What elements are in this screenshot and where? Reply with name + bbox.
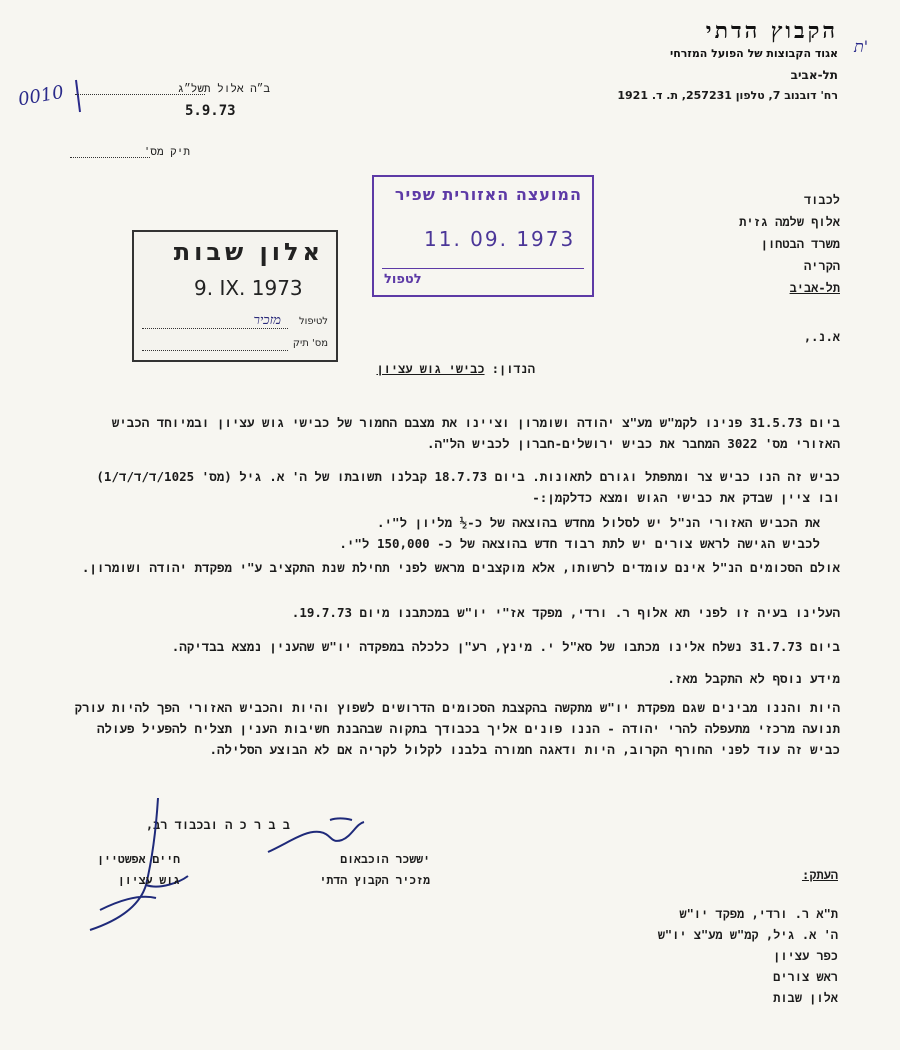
copy-recipient: כפר עציון: [773, 949, 838, 963]
addressee-line: הקריה: [803, 259, 840, 273]
body-paragraph: ביום 31.7.73 נשלח אלינו מכתבו של סא"ל י. מינץ, רע"ן כלכלה במפקדה יו"ש שהענין נמצא בבדיקה.: [171, 639, 840, 654]
stamp-regional-council-date: 11. 09. 1973: [424, 227, 576, 251]
stamp-regional-council: [372, 175, 594, 297]
subject-value: כבישי גוש עציון: [376, 362, 485, 376]
stamp-alon-shvut-title: אלון שבות: [173, 238, 324, 266]
stamp-handle-value: מזכיר: [253, 313, 281, 328]
stamp-file-label: מס' תיק: [292, 338, 328, 349]
letterhead-org-subtitle: אגוד הקבוצות של הפועל המזרחי: [670, 47, 838, 60]
closing-line: ב ב ר כ ה ובכבוד רב,: [145, 818, 290, 832]
date-label: ב״ה אלול תשל״ג: [177, 82, 270, 95]
signature-name: יששכר הוכבאום: [340, 852, 430, 866]
signature-block-1: [65, 852, 180, 888]
greeting: א.נ.,: [803, 330, 840, 344]
handwritten-corner-text: ת': [854, 37, 869, 56]
body-paragraph: ביום 31.5.73 פנינו לקמ"ש מע"צ יהודה ושומרון וציינו את מצבם החמור של כבישי גוש עציון ובמיוחד הכביש האזורי מס' 3022 המחבר את כביש ירושלים-חברון לכביש הל"ה.: [111, 415, 840, 451]
signature-name: חיים אפשטיין: [97, 852, 180, 866]
letterhead-org-name: הקבוץ הדתי: [705, 18, 838, 44]
copy-recipient: ראש צורים: [773, 970, 838, 984]
date-value: 5.9.73: [185, 103, 236, 119]
copy-recipient: ת"א ר. ורדי, מפקד יו"ש: [679, 907, 838, 921]
stamp-alon-shvut: [132, 230, 338, 362]
stamp-regional-council-action: לטפול: [384, 272, 422, 287]
handwritten-reference-mark: [10, 60, 110, 120]
body-paragraph: כביש זה הנו כביש צר ומתפתל וגורם לתאונות. ביום 18.7.73 קבלנו תשובתו של ה' א. גיל (מס' 1025/ד/ד/ד/1) ובו ציין שבדק את כבישי הגוש ומצא כדלקמן:-: [96, 469, 840, 505]
body-paragraph: העלינו בעיה זו לפני תא אלוף ר. ורדי, מפקד אז"י יו"ש במכתבנו מיום 19.7.73.: [291, 605, 840, 620]
letterhead-city: תל-אביב: [790, 68, 838, 82]
body-paragraph: מידע נוסף לא התקבל מאז.: [667, 671, 840, 686]
subject-label: הנדון:: [491, 362, 535, 376]
body-paragraph: היות והננו מבינים שגם מפקדת יו"ש מתקשה בהקצבת הסכומים הדרושים לשפוץ והיות והכביש האזורי הפך להיות עורק תנועה מרכזי מתעפלה להרי יהודה - הננו פונים אליך בכבודך בתקוה שבהבנת חשיבות הענין תצליח להפעיל פעולה כביש זה עוד לפני החורף הקרוב, היות ודאגה חמורה בלבנו לקלול לקריה אם לא הבוצע הסלילה.: [74, 700, 840, 757]
letterhead-address: רח' דובנוב 7, טלפון 257231, ת. ד. 1921: [617, 89, 838, 102]
body-paragraph: אולם הסכומים הנ"ל אינם עומדים לרשותו, אלא מוקצבים מראש לפני תחילת שנת התקציב ע"י מפקדת יהודה ושומרון.: [81, 560, 840, 575]
stamp-handle-label: לטיפול: [298, 316, 328, 327]
signature-title: גוש עציון: [117, 873, 180, 887]
body-paragraph: את הכביש האזורי הנ"ל יש לסלול מחדש בהוצאה של כ-½ מליון ל"י.: [377, 515, 820, 530]
addressee-line: תל-אביב: [789, 281, 840, 295]
copy-recipient: אלון שבות: [773, 991, 838, 1005]
addressee-line: לכבוד: [803, 193, 840, 207]
stamp-alon-shvut-date: 9. IX. 1973: [194, 276, 303, 300]
signature-title: מזכיר הקבוץ הדתי: [319, 873, 430, 887]
copies-label: העתק:: [801, 868, 838, 882]
addressee-line: אלוף שלמה גזית: [739, 215, 840, 229]
file-number-label: תיק מס': [143, 145, 190, 158]
body-paragraph: לכביש הגישה לראש צורים יש לתת רבוד חדש בהוצאה של כ- 150,000 ל"י.: [339, 536, 820, 551]
handwritten-corner-mark: [850, 30, 890, 60]
stamp-regional-council-title: המועצה האזורית שפיר: [394, 185, 582, 204]
handwritten-ref-text: 0010: [16, 81, 66, 111]
subject-line: [376, 362, 535, 377]
signature-block-2: [270, 852, 430, 888]
copy-recipient: ה' א. גיל, קמ"ש מע"צ יו"ש: [657, 928, 838, 942]
addressee-line: משרד הבטחון: [760, 237, 840, 251]
